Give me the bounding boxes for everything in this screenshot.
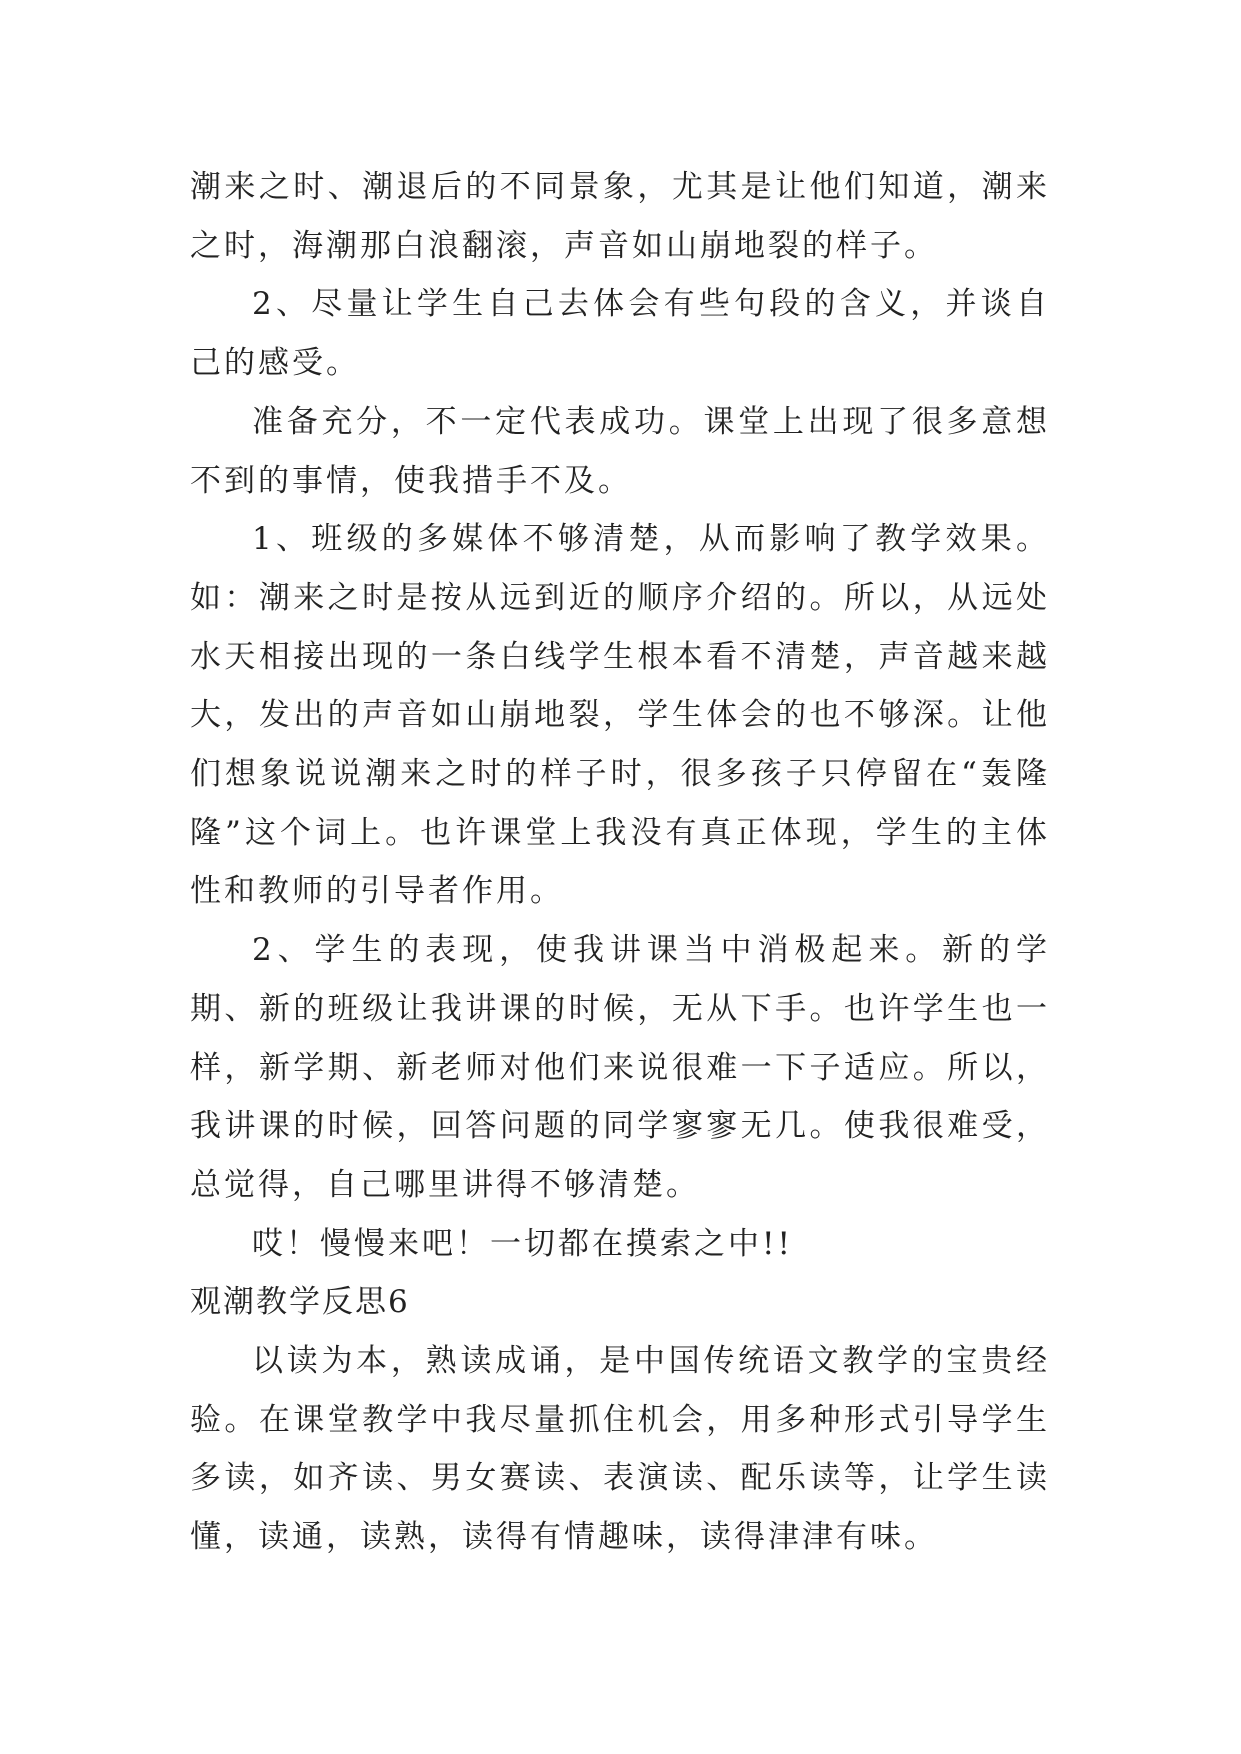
- paragraph: 以读为本，熟读成诵，是中国传统语文教学的宝贵经验。在课堂教学中我尽量抓住机会，用多种形式引导学生多读，如齐读、男女赛读、表演读、配乐读等，让学生读懂，读通，读熟，读得有情趣味，读得津津有味。: [190, 1343, 1050, 1556]
- section-title: 观潮教学反思6: [190, 1284, 410, 1321]
- paragraph: 1、班级的多媒体不够清楚，从而影响了教学效果。如：潮来之时是按从远到近的顺序介绍的。所以，从远处水天相接出现的一条白线学生根本看不清楚，声音越来越大，发出的声音如山崩地裂，学生体会的也不够深。让他们想象说说潮来之时的样子时，很多孩子只停留在“轰隆隆”这个词上。也许课堂上我没有真正体现，学生的主体性和教师的引导者作用。: [190, 521, 1050, 910]
- document-body: [190, 158, 1050, 1567]
- paragraph: 2、学生的表现，使我讲课当中消极起来。新的学期、新的班级让我讲课的时候，无从下手。也许学生也一样，新学期、新老师对他们来说很难一下子适应。所以，我讲课的时候，回答问题的同学寥寥无几。使我很难受，总觉得，自己哪里讲得不够清楚。: [190, 932, 1050, 1203]
- paragraph: 准备充分，不一定代表成功。课堂上出现了很多意想不到的事情，使我措手不及。: [190, 403, 1050, 499]
- paragraph: 哎！慢慢来吧！一切都在摸索之中!!: [252, 1225, 793, 1262]
- paragraph: 2、尽量让学生自己去体会有些句段的含义，并谈自己的感受。: [190, 286, 1050, 382]
- paragraph: 潮来之时、潮退后的不同景象，尤其是让他们知道，潮来之时，海潮那白浪翻滚，声音如山崩地裂的样子。: [190, 169, 1050, 264]
